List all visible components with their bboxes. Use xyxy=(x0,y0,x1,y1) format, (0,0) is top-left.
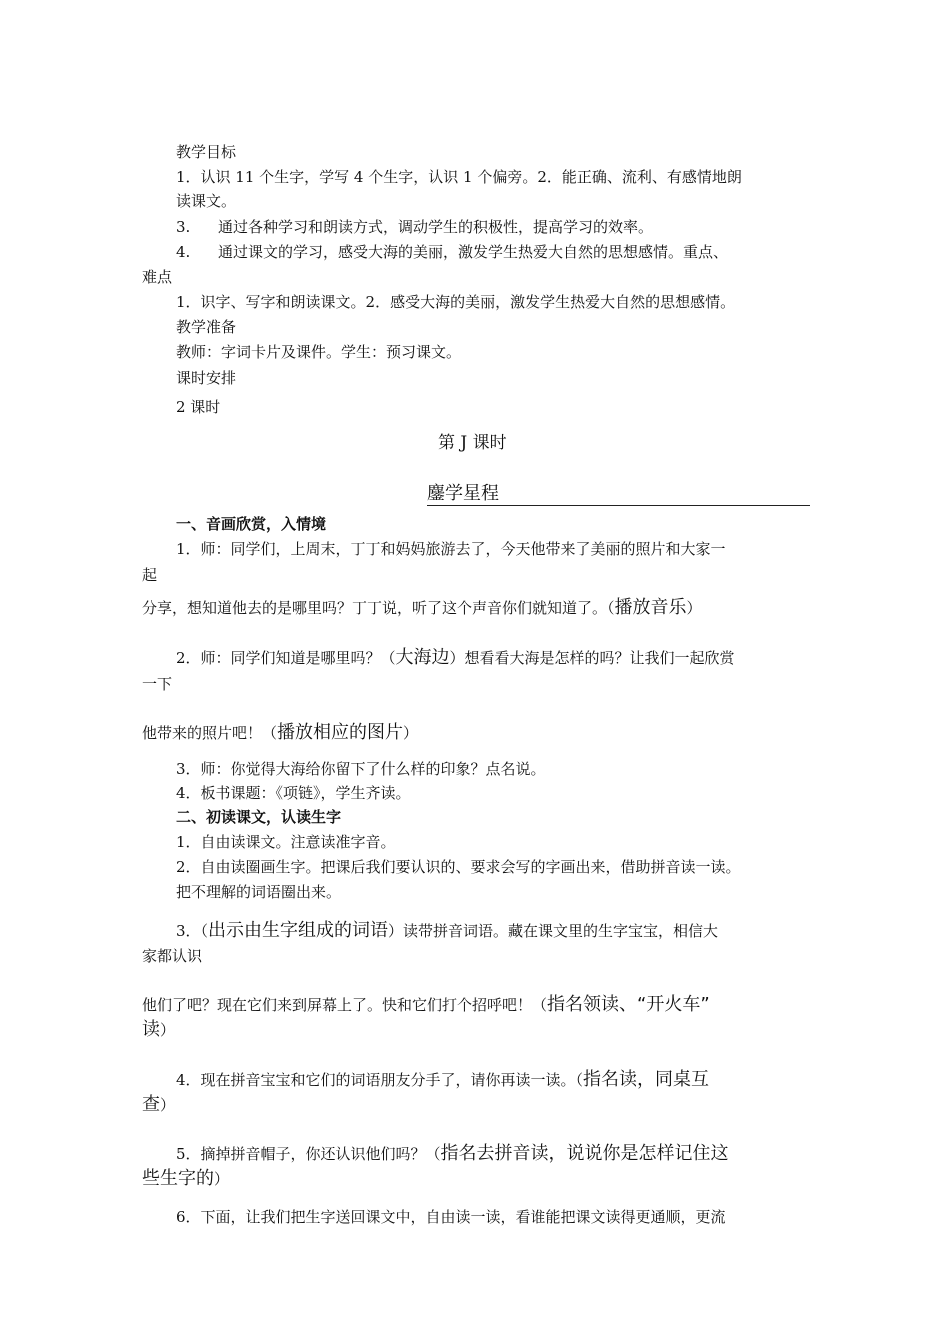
objective-1-continuation: 读课文。 xyxy=(176,192,237,210)
objective-3-text: 通过各种学习和朗读方式，调动学生的积极性，提高学习的效率。 xyxy=(218,218,654,236)
step-3-text: 3．（ xyxy=(176,922,209,940)
step-3c-text: 他们了吧？现在它们来到屏幕上了。快和它们打个招呼吧！（ xyxy=(142,996,548,1014)
paragraph-4: 4．板书课题：《项链》，学生齐读。 xyxy=(176,784,411,802)
objective-3-number: 3. xyxy=(176,218,191,236)
schedule-text: 2 课时 xyxy=(176,398,221,416)
section-banner: 鏖学星程 xyxy=(427,483,499,504)
step-6: 6．下面，让我们把生字送回课文中，自由读一读，看谁能把课文读得更通顺，更流 xyxy=(176,1208,726,1226)
step-3-line-b: 家都认识 xyxy=(142,947,203,965)
paragraph-2-line-a xyxy=(176,648,735,668)
objective-4-text: 通过课文的学习，感受大海的美丽，激发学生热爱大自然的思想感情。重点、 xyxy=(218,243,729,261)
paragraph-2c-text: 他带来的照片吧！（ xyxy=(142,724,278,742)
banner-underline xyxy=(427,505,810,506)
step-3-note: 出示由生字组成的词语 xyxy=(208,920,389,941)
step-3-line-c xyxy=(142,995,710,1015)
paragraph-1-close: ） xyxy=(686,599,702,617)
step-5-line-b xyxy=(142,1169,229,1189)
step-3c-note: 指名领读、“开火车” xyxy=(547,994,710,1015)
step-5-text: 5．摘掉拼音帽子，你还认识他们吗？（ xyxy=(176,1145,441,1163)
objective-1-line: 1．认识 11 个生字，学写 4 个生字，认识 1 个偏旁。2．能正确、流利、有感情地朗 xyxy=(176,168,742,186)
paragraph-2-text: 2．师：同学们知道是哪里吗？（ xyxy=(176,649,396,667)
paragraph-2c-close: ） xyxy=(403,724,419,742)
schedule-heading: 课时安排 xyxy=(176,369,237,387)
step-4-line-a xyxy=(176,1070,709,1090)
objective-4-number: 4. xyxy=(176,243,191,261)
paragraph-2-note: 大海边 xyxy=(395,647,450,668)
paragraph-2-line-b: 一下 xyxy=(142,675,173,693)
paragraph-2-line-c xyxy=(142,723,418,743)
paragraph-2c-note: 播放相应的图片 xyxy=(277,722,404,743)
step-4-note: 指名读，同桌互 xyxy=(583,1069,710,1090)
step-3-text-end: ）读带拼音词语。藏在课文里的生字宝宝，相信大 xyxy=(388,922,719,940)
paragraph-1-note: 播放音乐 xyxy=(614,597,687,618)
step-3-line-a xyxy=(176,921,718,941)
step-5-note: 指名去拼音读，说说你是怎样记住这 xyxy=(440,1143,729,1164)
objective-4-continuation: 难点 xyxy=(142,268,173,286)
step-3-line-d xyxy=(142,1020,175,1040)
paragraph-2-text-end: ）想看看大海是怎样的吗？让我们一起欣赏 xyxy=(449,649,735,667)
step-1: 1．自由读课文。注意读准字音。 xyxy=(176,833,396,851)
step-4b-close: ） xyxy=(160,1096,176,1114)
section-2-heading: 二、初读课文，认读生字 xyxy=(176,808,342,826)
section-1-heading: 一、音画欣赏，入情境 xyxy=(176,515,327,533)
preparation-heading: 教学准备 xyxy=(176,318,237,336)
paragraph-1-line-a: 1．师：同学们，上周末，丁丁和妈妈旅游去了，今天他带来了美丽的照片和大家一 xyxy=(176,540,726,558)
paragraph-3: 3．师：你觉得大海给你留下了什么样的印象？点名说。 xyxy=(176,760,546,778)
step-5b-close: ） xyxy=(214,1170,230,1188)
step-3d-close: ） xyxy=(160,1021,176,1039)
lesson-title: 第 J 课时 xyxy=(438,433,507,453)
preparation-text: 教师：字词卡片及课件。学生：预习课文。 xyxy=(176,343,462,361)
paragraph-1-line-c xyxy=(142,598,702,618)
paragraph-1-text: 分享，想知道他去的是哪里吗？丁丁说，听了这个声音你们就知道了。（ xyxy=(142,599,615,617)
key-points-text: 1．识字、写字和朗读课文。2．感受大海的美丽，激发学生热爱大自然的思想感情。 xyxy=(176,293,736,311)
step-4-line-b xyxy=(142,1095,175,1115)
step-4-text: 4．现在拼音宝宝和它们的词语朋友分手了，请你再读一读。（ xyxy=(176,1071,584,1089)
paragraph-1-line-b: 起 xyxy=(142,566,158,584)
step-2-line-b: 把不理解的词语圈出来。 xyxy=(176,883,342,901)
step-2-line-a: 2．自由读圈画生字。把课后我们要认识的、要求会写的字画出来，借助拼音读一读。 xyxy=(176,858,741,876)
objectives-heading: 教学目标 xyxy=(176,143,237,161)
step-5b-note: 些生字的 xyxy=(142,1168,214,1189)
step-4b-note: 查 xyxy=(142,1094,160,1115)
step-5-line-a xyxy=(176,1144,729,1164)
step-3d-note: 读 xyxy=(142,1019,160,1040)
